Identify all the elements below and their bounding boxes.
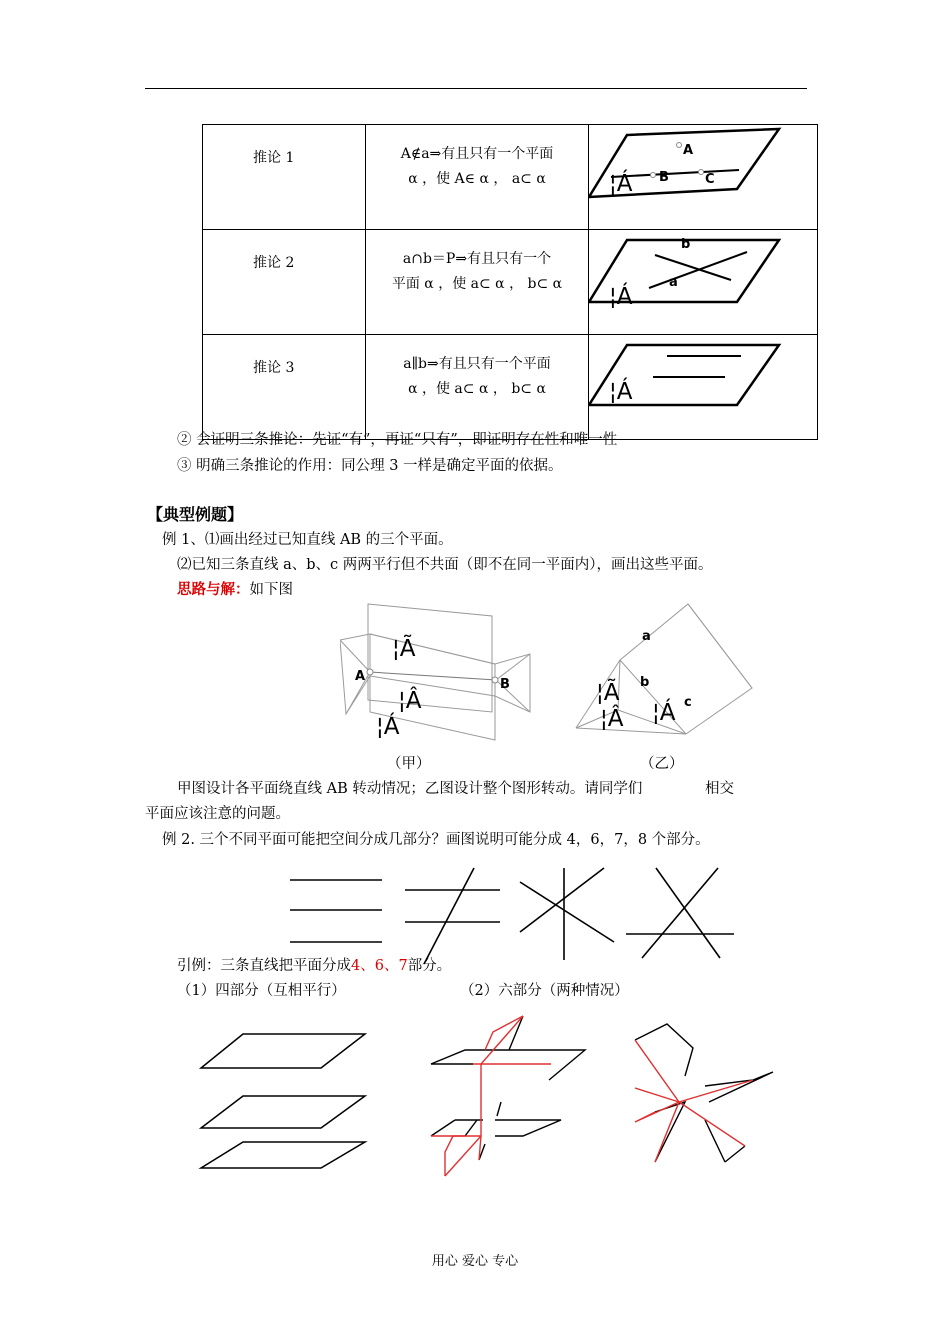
corollary-name-cell: [203, 125, 366, 230]
discussion-line1: 甲图设计各平面绕直线 AB 转动情况；乙图设计整个图形转动。请同学们: [177, 781, 643, 797]
lead-suffix: 部分。: [407, 958, 452, 974]
corollary-figure-cell: [589, 335, 818, 440]
header-rule: [145, 88, 807, 89]
corollary-desc-line: a∩b＝P⇒有且只有一个: [402, 251, 552, 267]
corollary-figure-cell: [589, 125, 818, 230]
plane-intersecting-lines-figure: [589, 230, 817, 330]
example1-line2: ⑵已知三条直线 a、b、c 两两平行但不共面（即不在同一平面内），画出这些平面。: [177, 557, 713, 573]
example1-hint: [177, 578, 293, 599]
plane-label: ¦Á: [609, 379, 633, 405]
point-label: A: [683, 143, 694, 158]
example1-line1: 例 1、⑴画出经过已知直线 AB 的三个平面。: [162, 532, 453, 548]
plane-label: ¦Â: [600, 706, 624, 732]
table-row: [203, 335, 818, 440]
line-label: a: [669, 275, 678, 290]
hint-text: 如下图: [249, 582, 293, 598]
corollary-name: 推论 2: [253, 255, 295, 271]
corollary-desc-line: 平面 α ，使 a⊂ α ， b⊂ α: [391, 276, 563, 292]
line-label: b: [640, 675, 650, 690]
plane-label: ¦Á: [609, 171, 633, 197]
line-label: a: [642, 629, 651, 644]
discussion-line2: 平面应该注意的问题。: [145, 806, 290, 822]
figure-jia: [340, 600, 540, 745]
corollary-table: [202, 124, 818, 440]
hint-label: 思路与解：: [177, 581, 250, 598]
plane-parallel-lines-figure: [589, 335, 817, 435]
caption-six-parts: （2）六部分（两种情况）: [460, 983, 629, 999]
corollary-desc-cell: [366, 230, 589, 335]
plane-label: ¦Ã: [596, 680, 620, 706]
plane-label: ¦Á: [376, 714, 400, 740]
corollary-name-cell: [203, 335, 366, 440]
corollary-figure-cell: [589, 230, 818, 335]
corollary-desc-line: α ，使 a⊂ α ， b⊂ α: [408, 381, 546, 397]
note-2: ② 会证明三条推论：先证“有”，再证“只有”，即证明存在性和唯一性: [177, 432, 618, 448]
line-label: b: [681, 237, 691, 252]
plane-label: ¦Á: [652, 700, 676, 726]
plane-point-line-figure: [589, 125, 817, 225]
plane-label: ¦Á: [609, 284, 633, 310]
figure-yi: [570, 600, 755, 740]
plane-label: ¦Ã: [392, 636, 416, 662]
corollary-desc-cell: [366, 335, 589, 440]
table-row: [203, 230, 818, 335]
corollary-name: 推论 1: [253, 150, 295, 166]
corollary-desc-cell: [366, 125, 589, 230]
figure-caption: （乙）: [640, 756, 684, 772]
six-part-figure-1: [425, 1012, 595, 1178]
corollary-desc-line: a∥b⇒有且只有一个平面: [403, 356, 551, 372]
six-part-figure-2: [625, 1020, 780, 1170]
corollary-desc-line: A∉a⇒有且只有一个平面: [400, 146, 554, 162]
line-label: c: [684, 695, 692, 710]
point-label: C: [705, 172, 715, 187]
page-footer: 用心 爱心 专心: [431, 1254, 519, 1269]
lead-numbers: 4、6、7: [351, 958, 408, 974]
corollary-name: 推论 3: [253, 360, 295, 376]
table-row: [203, 125, 818, 230]
discussion-overlap: 相交: [705, 781, 734, 797]
point-label: A: [355, 669, 366, 684]
example2-lead: [177, 954, 451, 975]
parallel-planes-figure: [195, 1028, 380, 1178]
corollary-desc-line: α ，使 A∈ α ， a⊂ α: [408, 171, 546, 187]
point-label: B: [500, 677, 510, 692]
example2-line1: 例 2. 三个不同平面可能把空间分成几部分？画图说明可能分成 4，6，7，8 个部分。: [162, 832, 710, 848]
note-3: ③ 明确三条推论的作用：同公理 3 一样是确定平面的依据。: [177, 458, 563, 474]
plane-label: ¦Â: [398, 688, 422, 714]
lead-prefix: 引例：三条直线把平面分成: [177, 958, 351, 974]
figure-caption: （甲）: [387, 756, 431, 772]
corollary-name-cell: [203, 230, 366, 335]
section-heading: 【典型例题】: [147, 505, 244, 524]
point-label: B: [659, 170, 669, 185]
caption-four-parts: （1）四部分（互相平行）: [177, 983, 346, 999]
